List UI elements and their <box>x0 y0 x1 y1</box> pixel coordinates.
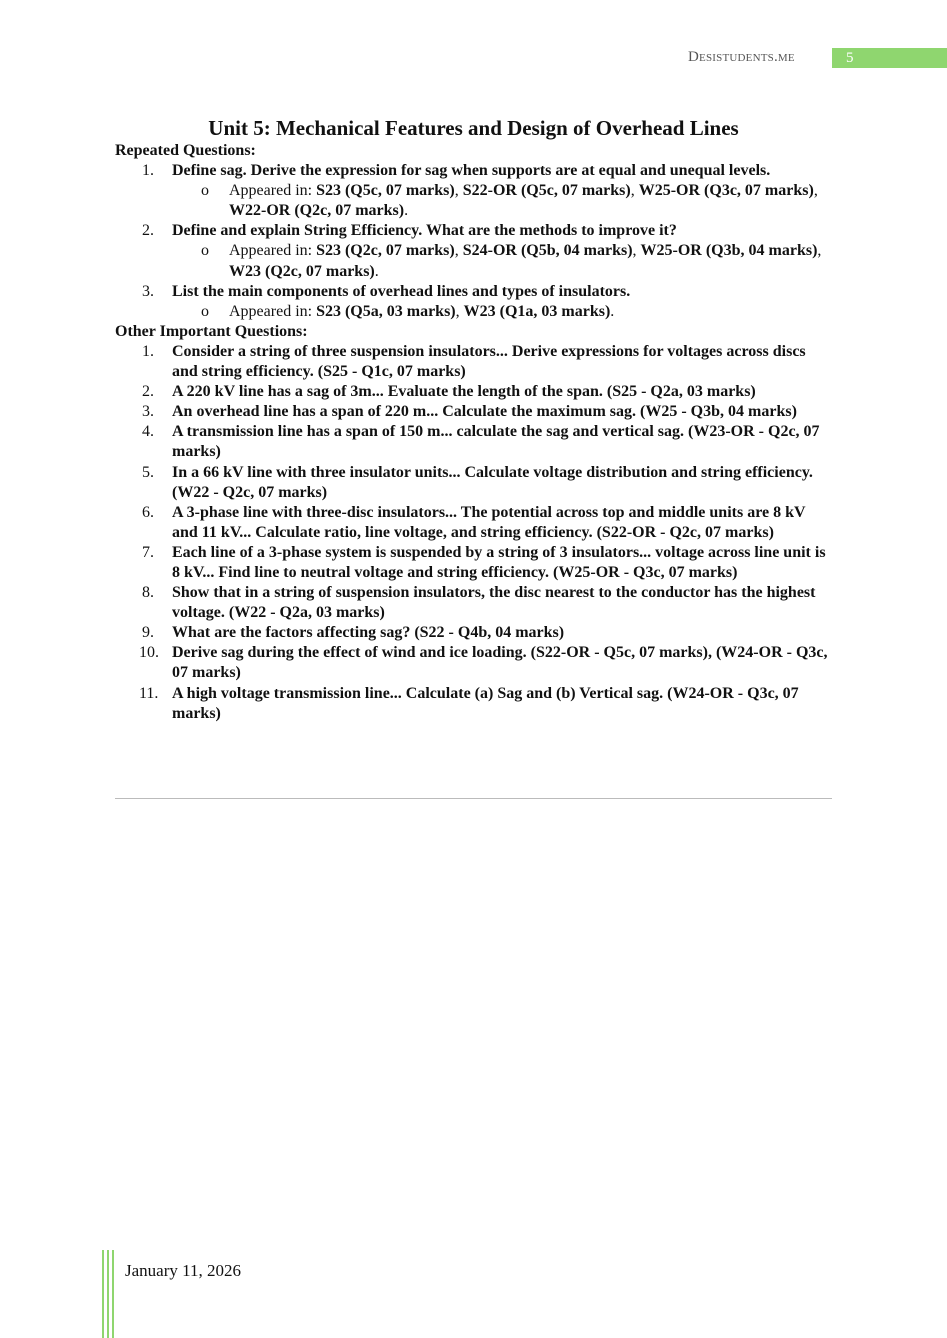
appeared-text: Appeared in: <box>229 182 317 200</box>
bullet-icon: o <box>201 242 209 260</box>
other-questions-list <box>115 342 832 724</box>
item-text: Show that in a string of suspension insulators, the disc nearest to the conductor has the highest voltage. (W22 - Q2a, 03 marks) <box>172 584 816 622</box>
document-body <box>115 141 832 724</box>
footer-date: January 11, 2026 <box>125 1261 241 1280</box>
item-number: 1. <box>142 342 154 360</box>
page-number-badge: 5 <box>832 48 947 68</box>
appeared-text: Appeared in: <box>229 302 317 320</box>
exam-reference: S24-OR (Q5b, 04 marks) <box>462 242 633 260</box>
item-text: List the main components of overhead lines and types of insulators. <box>172 282 631 300</box>
appeared-text: , <box>455 302 464 320</box>
list-item <box>115 402 832 422</box>
item-number: 4. <box>142 423 154 441</box>
item-text: Consider a string of three suspension insulators... Derive expressions for voltages across discs and string efficiency. (S25 - Q1c, 07 marks) <box>172 342 806 381</box>
item-number: 2. <box>142 222 154 240</box>
appeared-text: , <box>817 242 822 260</box>
appeared-text: Appeared in: <box>229 242 317 260</box>
item-text: A high voltage transmission line... Calculate (a) Sag and (b) Vertical sag. (W24-OR - Q3c, 07 marks) <box>172 684 799 722</box>
list-item <box>115 422 832 462</box>
item-text: In a 66 kV line with three insulator units... Calculate voltage distribution and string efficiency. (W22 - Q2c, 07 marks) <box>172 463 813 501</box>
item-text: Each line of a 3-phase system is suspended by a string of 3 insulators... voltage across line unit is 8 kV... Find line to neutral voltage and string efficiency. (W25-OR - Q3c, 07 marks) <box>172 543 826 581</box>
exam-reference: W23 (Q1a, 03 marks) <box>463 302 611 320</box>
list-item <box>115 503 832 543</box>
appeared-text: , <box>630 182 639 200</box>
item-number: 3. <box>142 282 154 300</box>
item-number: 8. <box>142 584 154 602</box>
appeared-in-line <box>115 181 832 221</box>
footer-bar <box>102 1250 104 1338</box>
item-number: 11. <box>139 684 159 702</box>
exam-reference: W25-OR (Q3c, 07 marks) <box>638 182 814 200</box>
list-item <box>115 583 832 623</box>
footer-bar <box>107 1250 109 1338</box>
appeared-text: , <box>454 182 463 200</box>
item-number: 3. <box>142 403 154 421</box>
item-text: Define sag. Derive the expression for sag when supports are at equal and unequal levels. <box>172 162 771 180</box>
list-item <box>115 342 832 382</box>
page-title: Unit 5: Mechanical Features and Design of Overhead Lines <box>208 116 739 140</box>
list-item <box>115 684 832 724</box>
list-item <box>115 463 832 503</box>
footer-bar <box>112 1250 114 1338</box>
exam-reference: W22-OR (Q2c, 07 marks) <box>229 202 405 220</box>
list-item <box>115 221 832 241</box>
exam-reference: S23 (Q5a, 03 marks) <box>316 302 456 320</box>
item-text: A 3-phase line with three-disc insulators... The potential across top and middle units are 8 kV and 11 kV... Calculate ratio, line voltage, and string efficiency. (S22-OR - Q2c, 07 marks) <box>172 503 806 541</box>
appeared-text: , <box>454 242 463 260</box>
item-text: Derive sag during the effect of wind and ice loading. (S22-OR - Q5c, 07 marks), (W24-OR - Q3c, 07 marks) <box>172 644 828 682</box>
item-text: What are the factors affecting sag? (S22 - Q4b, 04 marks) <box>172 624 565 642</box>
bullet-icon: o <box>201 182 209 200</box>
appeared-text: . <box>610 302 615 320</box>
list-item <box>115 543 832 583</box>
list-item <box>115 643 832 683</box>
item-text: A 220 kV line has a sag of 3m... Evaluate the length of the span. (S25 - Q2a, 03 marks) <box>172 383 756 401</box>
list-item <box>115 382 832 402</box>
item-text: A transmission line has a span of 150 m... calculate the sag and vertical sag. (W23-OR - Q2c, 07 marks) <box>172 423 820 461</box>
item-number: 9. <box>142 624 154 642</box>
list-item <box>115 282 832 302</box>
appeared-text: . <box>374 262 379 280</box>
divider <box>115 798 832 799</box>
other-questions-heading: Other Important Questions: <box>115 322 308 340</box>
item-number: 5. <box>142 463 154 481</box>
item-number: 7. <box>142 543 154 561</box>
exam-reference: S22-OR (Q5c, 07 marks) <box>462 182 631 200</box>
repeated-questions-list <box>115 161 832 322</box>
exam-reference: S23 (Q2c, 07 marks) <box>316 242 455 260</box>
appeared-text: . <box>404 202 409 220</box>
item-text: An overhead line has a span of 220 m... Calculate the maximum sag. (W25 - Q3b, 04 marks) <box>172 403 797 421</box>
item-number: 10. <box>139 644 159 662</box>
exam-reference: S23 (Q5c, 07 marks) <box>316 182 455 200</box>
item-text: Define and explain String Efficiency. What are the methods to improve it? <box>172 222 677 240</box>
item-number: 2. <box>142 383 154 401</box>
appeared-in-line <box>115 302 832 322</box>
item-number: 6. <box>142 503 154 521</box>
list-item <box>115 161 832 181</box>
item-number: 1. <box>142 162 154 180</box>
appeared-text: , <box>632 242 641 260</box>
appeared-text: , <box>813 182 818 200</box>
bullet-icon: o <box>201 302 209 320</box>
list-item <box>115 623 832 643</box>
repeated-questions-heading: Repeated Questions: <box>115 142 256 159</box>
appeared-in-line <box>115 241 832 281</box>
exam-reference: W23 (Q2c, 07 marks) <box>229 262 375 280</box>
header-site-name: Desistudents.me <box>688 49 795 65</box>
exam-reference: W25-OR (Q3b, 04 marks) <box>640 242 818 260</box>
